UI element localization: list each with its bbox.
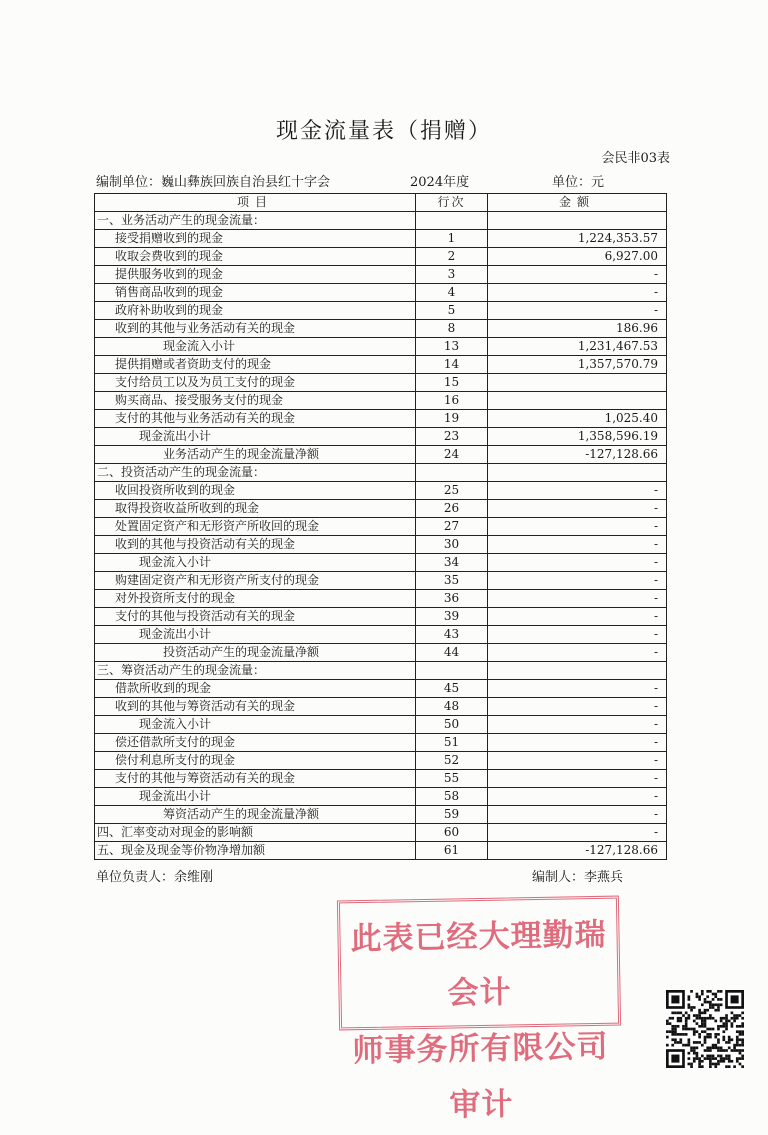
row-line-number: 26	[416, 500, 488, 518]
row-item: 购建固定资产和无形资产所支付的现金	[95, 572, 416, 590]
table-row	[95, 734, 667, 752]
table-row	[95, 248, 667, 266]
row-item: 支付给员工以及为员工支付的现金	[95, 374, 416, 392]
row-amount	[488, 392, 667, 410]
row-item: 借款所收到的现金	[95, 680, 416, 698]
row-item: 提供服务收到的现金	[95, 266, 416, 284]
row-item: 收取会费收到的现金	[95, 248, 416, 266]
row-item: 偿还借款所支付的现金	[95, 734, 416, 752]
stamp-line-1: 此表已经大理勤瑞会计	[350, 916, 607, 1012]
row-line-number: 43	[416, 626, 488, 644]
cash-flow-table	[94, 193, 667, 860]
row-amount: -	[488, 698, 667, 716]
row-item: 现金流出小计	[95, 788, 416, 806]
table-row	[95, 626, 667, 644]
row-line-number: 51	[416, 734, 488, 752]
row-item: 业务活动产生的现金流量净额	[95, 446, 416, 464]
row-item: 支付的其他与投资活动有关的现金	[95, 608, 416, 626]
row-item: 二、投资活动产生的现金流量：	[95, 464, 416, 482]
row-amount	[488, 212, 667, 230]
table-row	[95, 518, 667, 536]
row-amount: -	[488, 716, 667, 734]
row-item: 投资活动产生的现金流量净额	[95, 644, 416, 662]
table-row	[95, 446, 667, 464]
header-item: 项目	[95, 194, 416, 212]
org-label: 编制单位：巍山彝族回族自治县红十字会	[96, 175, 331, 190]
row-line-number: 3	[416, 266, 488, 284]
row-item: 收到的其他与筹资活动有关的现金	[95, 698, 416, 716]
row-amount: -	[488, 554, 667, 572]
row-amount	[488, 662, 667, 680]
row-line-number: 19	[416, 410, 488, 428]
row-amount: 1,358,596.19	[488, 428, 667, 446]
row-amount: -	[488, 752, 667, 770]
table-row	[95, 806, 667, 824]
row-amount	[488, 374, 667, 392]
table-row	[95, 536, 667, 554]
row-amount: -127,128.66	[488, 446, 667, 464]
table-row	[95, 356, 667, 374]
qr-code-icon	[666, 990, 744, 1068]
table-row	[95, 824, 667, 842]
row-item: 现金流出小计	[95, 428, 416, 446]
row-line-number: 2	[416, 248, 488, 266]
row-line-number: 52	[416, 752, 488, 770]
row-line-number: 59	[416, 806, 488, 824]
table-row	[95, 680, 667, 698]
row-amount: -	[488, 806, 667, 824]
row-item: 购买商品、接受服务支付的现金	[95, 392, 416, 410]
row-line-number: 60	[416, 824, 488, 842]
table-row	[95, 230, 667, 248]
row-line-number: 44	[416, 644, 488, 662]
row-line-number: 1	[416, 230, 488, 248]
header-amount: 金额	[488, 194, 667, 212]
row-line-number: 24	[416, 446, 488, 464]
table-row	[95, 482, 667, 500]
table-row	[95, 302, 667, 320]
table-row	[95, 266, 667, 284]
row-item: 对外投资所支付的现金	[95, 590, 416, 608]
table-row	[95, 410, 667, 428]
row-line-number: 58	[416, 788, 488, 806]
row-amount: -	[488, 302, 667, 320]
row-line-number: 4	[416, 284, 488, 302]
row-item: 支付的其他与筹资活动有关的现金	[95, 770, 416, 788]
form-code: 会民非03表	[601, 151, 670, 166]
row-amount: -	[488, 608, 667, 626]
row-amount: -	[488, 824, 667, 842]
table-header-row	[95, 194, 667, 212]
audit-stamp	[337, 896, 621, 1124]
row-amount: -	[488, 770, 667, 788]
row-item: 处置固定资产和无形资产所收回的现金	[95, 518, 416, 536]
table-row	[95, 572, 667, 590]
row-line-number: 50	[416, 716, 488, 734]
table-row	[95, 644, 667, 662]
row-amount: -	[488, 572, 667, 590]
table-row	[95, 608, 667, 626]
table-row	[95, 590, 667, 608]
row-amount: -	[488, 590, 667, 608]
row-amount: 6,927.00	[488, 248, 667, 266]
row-line-number: 39	[416, 608, 488, 626]
table-row	[95, 716, 667, 734]
row-amount: -	[488, 518, 667, 536]
row-line-number: 5	[416, 302, 488, 320]
stamp-line-2: 师事务所有限公司审计	[352, 1028, 609, 1124]
row-item: 现金流出小计	[95, 626, 416, 644]
row-line-number: 30	[416, 536, 488, 554]
table-row	[95, 338, 667, 356]
row-item: 三、筹资活动产生的现金流量：	[95, 662, 416, 680]
row-line-number: 36	[416, 590, 488, 608]
preparer: 编制人：李燕兵	[532, 870, 624, 885]
table-row	[95, 752, 667, 770]
row-amount: -	[488, 680, 667, 698]
table-row	[95, 554, 667, 572]
row-item: 政府补助收到的现金	[95, 302, 416, 320]
row-item: 现金流入小计	[95, 554, 416, 572]
page-title: 现金流量表（捐赠）	[275, 119, 492, 144]
row-item: 五、现金及现金等价物净增加额	[95, 842, 416, 860]
row-item: 接受捐赠收到的现金	[95, 230, 416, 248]
row-amount: 186.96	[488, 320, 667, 338]
row-item: 现金流入小计	[95, 338, 416, 356]
table-row	[95, 500, 667, 518]
row-line-number	[416, 212, 488, 230]
row-line-number: 15	[416, 374, 488, 392]
row-amount: -	[488, 482, 667, 500]
row-line-number	[416, 662, 488, 680]
row-line-number: 8	[416, 320, 488, 338]
row-item: 筹资活动产生的现金流量净额	[95, 806, 416, 824]
unit-label: 单位：元	[552, 175, 605, 190]
table-row	[95, 284, 667, 302]
row-line-number: 13	[416, 338, 488, 356]
row-line-number: 34	[416, 554, 488, 572]
row-line-number: 25	[416, 482, 488, 500]
row-amount: 1,025.40	[488, 410, 667, 428]
row-item: 一、业务活动产生的现金流量：	[95, 212, 416, 230]
table-row	[95, 320, 667, 338]
row-line-number: 48	[416, 698, 488, 716]
row-amount: 1,357,570.79	[488, 356, 667, 374]
row-amount: -	[488, 266, 667, 284]
row-item: 取得投资收益所收到的现金	[95, 500, 416, 518]
header-line: 行次	[416, 194, 488, 212]
row-line-number: 61	[416, 842, 488, 860]
row-line-number: 35	[416, 572, 488, 590]
row-item: 支付的其他与业务活动有关的现金	[95, 410, 416, 428]
row-line-number: 14	[416, 356, 488, 374]
row-amount: -	[488, 536, 667, 554]
table-row	[95, 842, 667, 860]
row-item: 收到的其他与业务活动有关的现金	[95, 320, 416, 338]
table-row	[95, 464, 667, 482]
responsible-person: 单位负责人：余维刚	[96, 870, 214, 885]
table-row	[95, 428, 667, 446]
row-item: 销售商品收到的现金	[95, 284, 416, 302]
row-amount: -	[488, 734, 667, 752]
row-item: 提供捐赠或者资助支付的现金	[95, 356, 416, 374]
row-line-number: 16	[416, 392, 488, 410]
row-amount: 1,231,467.53	[488, 338, 667, 356]
row-line-number	[416, 464, 488, 482]
table-row	[95, 392, 667, 410]
table-row	[95, 770, 667, 788]
row-amount: -	[488, 644, 667, 662]
row-amount: -	[488, 626, 667, 644]
table-row	[95, 788, 667, 806]
table-row	[95, 698, 667, 716]
row-line-number: 23	[416, 428, 488, 446]
row-amount: 1,224,353.57	[488, 230, 667, 248]
table-row	[95, 662, 667, 680]
row-item: 偿付利息所支付的现金	[95, 752, 416, 770]
report-year: 2024年度	[410, 175, 470, 190]
row-item: 收到的其他与投资活动有关的现金	[95, 536, 416, 554]
row-amount: -	[488, 284, 667, 302]
row-amount	[488, 464, 667, 482]
row-item: 四、汇率变动对现金的影响额	[95, 824, 416, 842]
row-item: 现金流入小计	[95, 716, 416, 734]
row-amount: -	[488, 500, 667, 518]
row-amount: -	[488, 788, 667, 806]
row-line-number: 45	[416, 680, 488, 698]
table-row	[95, 212, 667, 230]
table-row	[95, 374, 667, 392]
row-line-number: 55	[416, 770, 488, 788]
row-item: 收回投资所收到的现金	[95, 482, 416, 500]
row-line-number: 27	[416, 518, 488, 536]
row-amount: -127,128.66	[488, 842, 667, 860]
